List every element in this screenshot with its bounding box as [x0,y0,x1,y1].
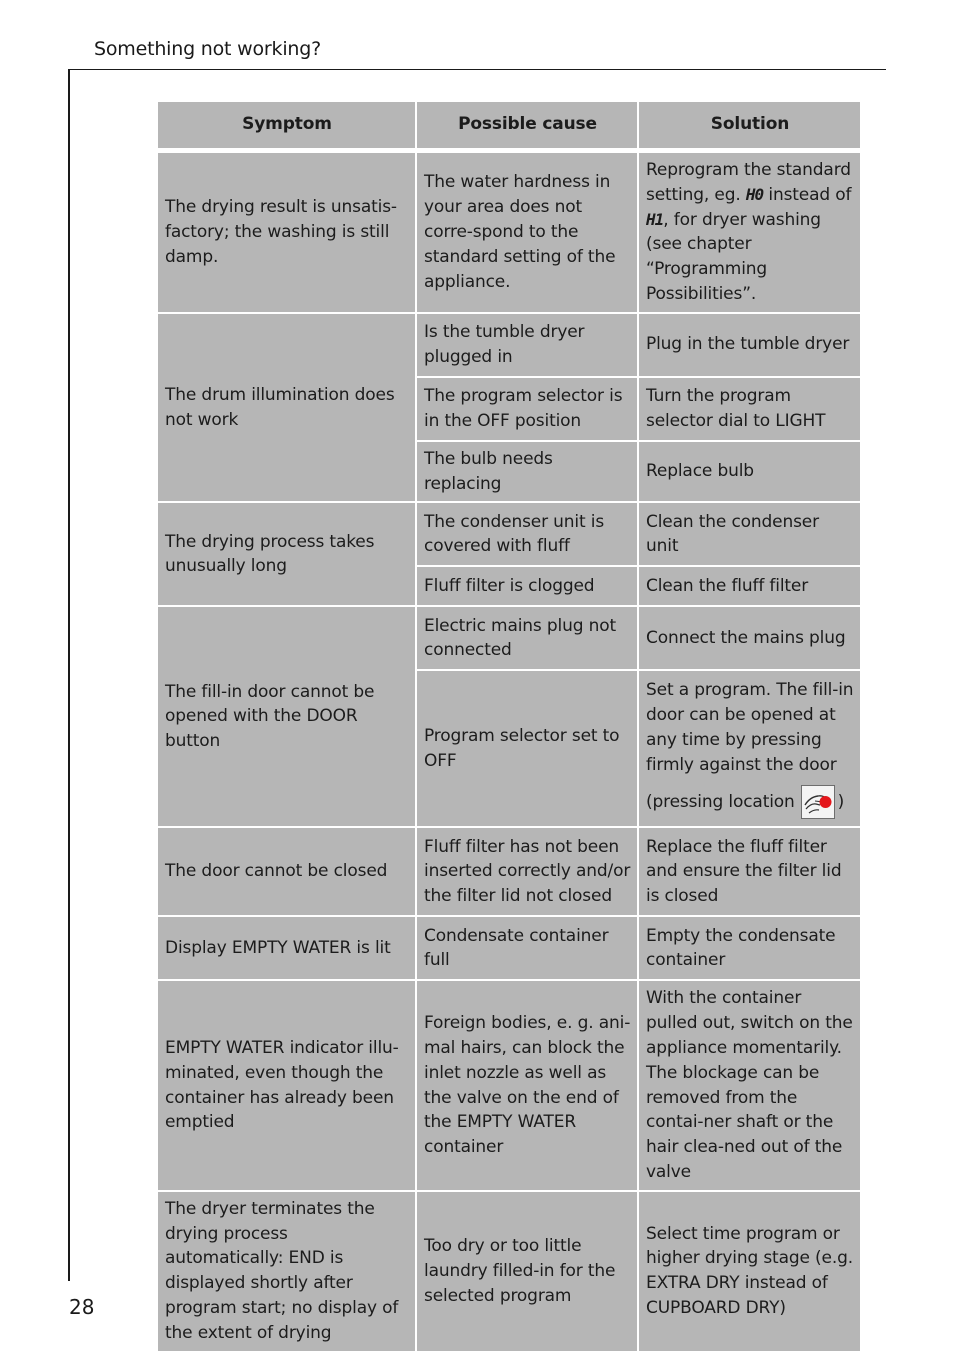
display-code-h1: H1 [646,209,664,229]
symptom-cell: The drying result is unsatis-factory; the washing is still damp. [158,153,415,312]
table-row [158,1192,860,1351]
symptom-cell: The drum illumination does not work [158,314,415,502]
solution-cell: Turn the program selector dial to LIGHT [639,378,860,440]
cause-cell: Is the tumble dryer plugged in [417,314,637,376]
table-row [158,828,860,915]
solution-cell: Connect the mains plug [639,607,860,669]
table-row [158,503,860,565]
solution-cell: Empty the condensate container [639,917,860,979]
table-header-row [158,102,860,148]
table-row [158,314,860,376]
cause-cell: The condenser unit is covered with fluff [417,503,637,565]
cause-cell: Program selector set to OFF [417,671,637,826]
troubleshooting-table [156,100,862,1353]
solution-cell: Replace the fluff filter and ensure the filter lid is closed [639,828,860,915]
solution-cell [639,153,860,312]
cause-cell: The program selector is in the OFF position [417,378,637,440]
cause-cell: The water hardness in your area does not corre-spond to the standard setting of the appliance. [417,153,637,312]
cause-cell: Electric mains plug not connected [417,607,637,669]
cause-cell: Condensate container full [417,917,637,979]
table-row [158,153,860,312]
table-row [158,917,860,979]
page-number: 28 [69,1295,95,1319]
header-rule [69,69,886,70]
solution-cell: Clean the condenser unit [639,503,860,565]
header-cause: Possible cause [417,102,637,148]
cause-cell: The bulb needs replacing [417,442,637,502]
symptom-cell: Display EMPTY WATER is lit [158,917,415,979]
side-rule [68,69,70,1281]
display-code-h0: H0 [745,184,764,204]
solution-cell: Replace bulb [639,442,860,502]
cause-cell: Fluff filter is clogged [417,567,637,605]
solution-text: instead of [763,184,852,205]
solution-cell: With the container pulled out, switch on the appliance momentarily. The blockage can be removed from the contai-ner shaft or the hair clea-ned out of the valve [639,981,860,1189]
solution-text: ) [837,792,845,813]
table-row [158,981,860,1189]
pressing-location-line [646,785,854,819]
symptom-cell: The door cannot be closed [158,828,415,915]
solution-cell: Plug in the tumble dryer [639,314,860,376]
spacer-row [158,150,860,151]
solution-text: Set a program. The fill-in door can be opened at any time by pressing firmly against the door [646,680,854,775]
solution-cell: Select time program or higher drying stage (e.g. EXTRA DRY instead of CUPBOARD DRY) [639,1192,860,1351]
symptom-cell: EMPTY WATER indicator illu-minated, even though the container has already been emptied [158,981,415,1189]
solution-text: Reprogram the standard setting, eg. [646,160,851,205]
cause-cell: Fluff filter has not been inserted correctly and/or the filter lid not closed [417,828,637,915]
pressing-location-icon [801,785,835,819]
header-symptom: Symptom [158,102,415,148]
page-title: Something not working? [94,38,321,60]
header-solution: Solution [639,102,860,148]
solution-text: , for dryer washing (see chapter “Programming Possibilities”. [646,209,821,304]
cause-cell: Foreign bodies, e. g. ani-mal hairs, can block the inlet nozzle as well as the valve on the end of the EMPTY WATER container [417,981,637,1189]
table-row [158,607,860,669]
symptom-cell: The fill-in door cannot be opened with the DOOR button [158,607,415,826]
solution-cell [639,671,860,826]
symptom-cell: The dryer terminates the drying process automatically: END is displayed shortly after program start; no display of the extent of drying [158,1192,415,1351]
symptom-cell: The drying process takes unusually long [158,503,415,605]
cause-cell: Too dry or too little laundry filled-in for the selected program [417,1192,637,1351]
solution-cell: Clean the fluff filter [639,567,860,605]
solution-text: (pressing location [646,792,795,813]
